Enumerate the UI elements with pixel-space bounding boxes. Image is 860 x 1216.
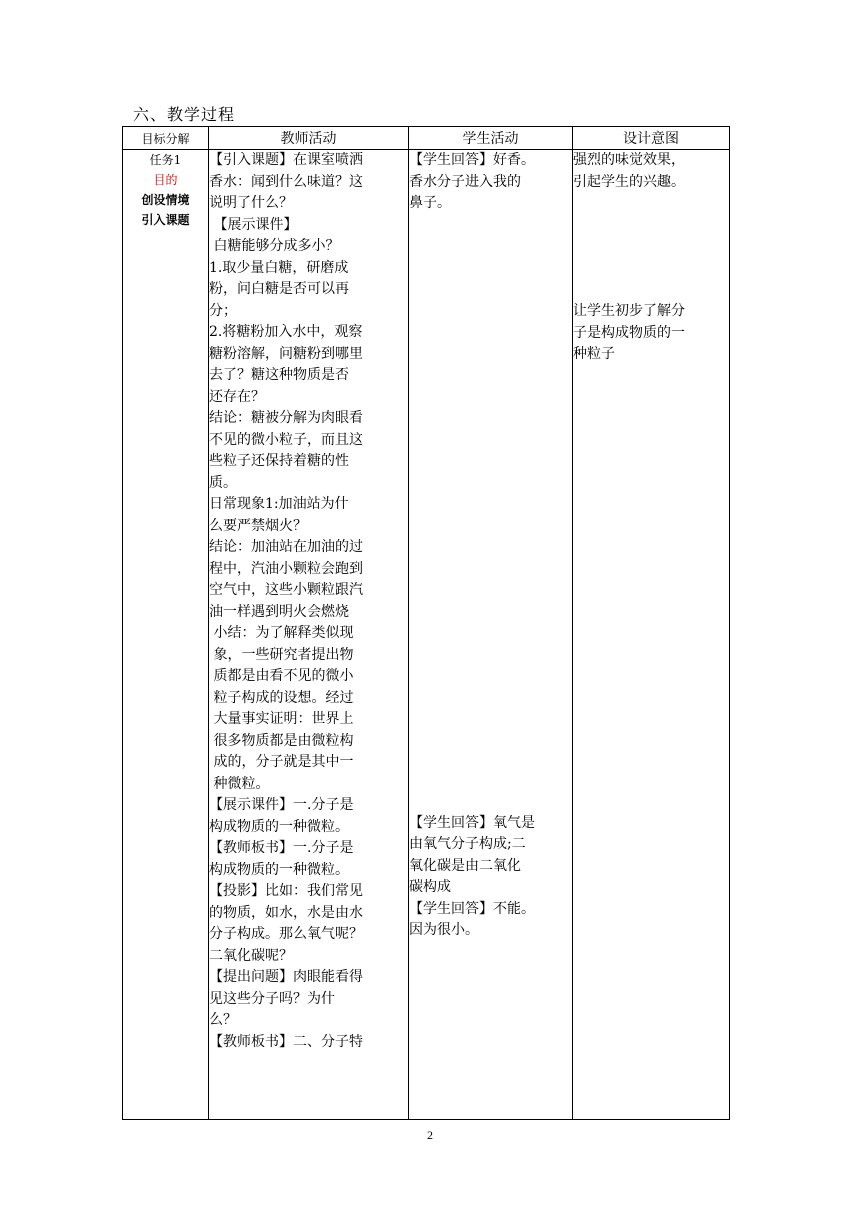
student-activity-cell [409,150,573,1120]
header-goal: 目标分解 [123,127,209,150]
teacher-activity-line: 质都是由看不见的微小 [209,668,354,684]
teacher-activity-line: 还存在？ [209,388,265,405]
teacher-activity-line: 见这些分子吗？为什 [209,990,335,1007]
teacher-activity-line: 【教师板书】一.分子是 [209,840,354,856]
teacher-activity-line: 的物质，如水，水是由水 [209,904,363,921]
goal-task: 任务1 [149,153,182,167]
page-number: 2 [427,1128,433,1142]
teacher-activity-line: 象，一些研究者提出物 [209,646,354,663]
header-design-intent: 设计意图 [573,127,730,150]
teacher-activity-line: 【展示课件】一.分子是 [209,797,354,813]
teacher-activity-line: 【展示课件】 [209,216,298,233]
design-intent-line: 让学生初步了解分 [573,303,685,319]
teacher-activity-line: 说明了什么？ [209,195,293,211]
teacher-activity-line: 油一样遇到明火会燃烧 [209,603,349,620]
teacher-activity-line: 大量事实证明：世界上 [209,711,354,727]
student-answer-1 [409,150,572,215]
teacher-activity-line: 日常现象1:加油站为什 [209,496,349,512]
teacher-activity-line: 构成物质的一种微粒。 [209,861,349,878]
header-student-activity: 学生活动 [409,127,573,150]
teacher-activity-line: 白糖能够分成多小？ [209,238,340,254]
design-intent-line: 子是构成物质的一 [573,324,685,341]
goal-aim: 目的 [153,173,178,187]
student-activity-line: 鼻子。 [409,195,451,211]
student-activity-line: 因为很小。 [409,922,479,938]
teacher-activity-line: 空气中，这些小颗粒跟汽 [209,582,363,598]
teacher-activity-line: 些粒子还保持着糖的性 [209,453,349,469]
student-answer-2 [409,813,572,942]
teacher-activity-line: 质。 [209,474,237,491]
teacher-activity-line: 成的，分子就是其中一 [209,754,354,770]
teacher-activity-line: 香水：闻到什么味道？这 [209,173,363,190]
design-intent-line: 种粒子 [573,346,615,362]
teacher-activity-line: 粒子构成的设想。经过 [209,689,354,706]
teacher-activity-line: 【引入课题】在课室喷洒 [209,152,363,168]
teacher-activity-line: 二氧化碳呢？ [209,947,293,964]
student-activity-line: 碳构成 [409,879,451,895]
teacher-activity-line: 不见的微小粒子，而且这 [209,431,363,448]
teacher-activity-line: 2.将糖粉加入水中，观察 [209,324,363,340]
header-teacher-activity: 教师活动 [209,127,409,150]
teacher-activity-line: 结论：加油站在加油的过 [209,539,363,555]
table-row [123,150,730,1120]
student-activity-line: 氧化碳是由二氧化 [409,857,521,874]
table-header-row [123,127,730,150]
teacher-activity-line: 【投影】比如：我们常见 [209,883,363,899]
goal-line1: 创设情境 [141,193,190,207]
student-activity-line: 香水分子进入我的 [409,173,521,190]
goal-cell [123,150,209,1120]
design-intent-line: 强烈的味觉效果， [573,152,685,168]
teacher-activity-line: 分； [209,302,237,319]
teacher-activity-line: 么要严禁烟火？ [209,517,307,534]
teacher-activity-line: 小结：为了解释类似现 [209,625,354,641]
teacher-activity-line: 种微粒。 [209,775,270,792]
design-intent-2 [573,301,729,366]
design-intent-line: 引起学生的兴趣。 [573,173,685,190]
teacher-activity-line: 么？ [209,1012,237,1028]
teacher-activity-line: 程中，汽油小颗粒会跑到 [209,560,363,577]
teacher-activity-line: 分子构成。那么氧气呢？ [209,926,363,942]
goal-line2: 引入课题 [141,213,190,227]
student-activity-line: 【学生回答】氧气是 [409,814,535,831]
teacher-activity-line: 【提出问题】肉眼能看得 [209,969,363,985]
teacher-activity-line: 结论：糖被分解为肉眼看 [209,410,363,426]
teacher-activity-line: 1.取少量白糖，研磨成 [209,259,349,276]
teacher-activity-line: 粉，问白糖是否可以再 [209,281,349,297]
section-title: 六、教学过程 [133,105,236,124]
student-activity-line: 【学生回答】好香。 [409,152,535,168]
teacher-activity-cell [209,150,409,1120]
teacher-activity-line: 去了？糖这种物质是否 [209,367,349,383]
student-activity-line: 由氧气分子构成;二 [409,836,526,852]
teacher-activity-line: 糖粉溶解，问糖粉到哪里 [209,345,363,362]
student-activity-line: 【学生回答】不能。 [409,900,535,917]
teacher-activity-line: 很多物质都是由微粒构 [209,732,354,749]
teaching-process-table [122,126,730,1120]
teacher-activity-line: 【教师板书】二、分子特 [209,1033,363,1050]
teacher-activity-line: 构成物质的一种微粒。 [209,818,349,835]
design-intent-1 [573,150,729,193]
teacher-activity-text [209,150,408,1053]
design-intent-cell [573,150,730,1120]
